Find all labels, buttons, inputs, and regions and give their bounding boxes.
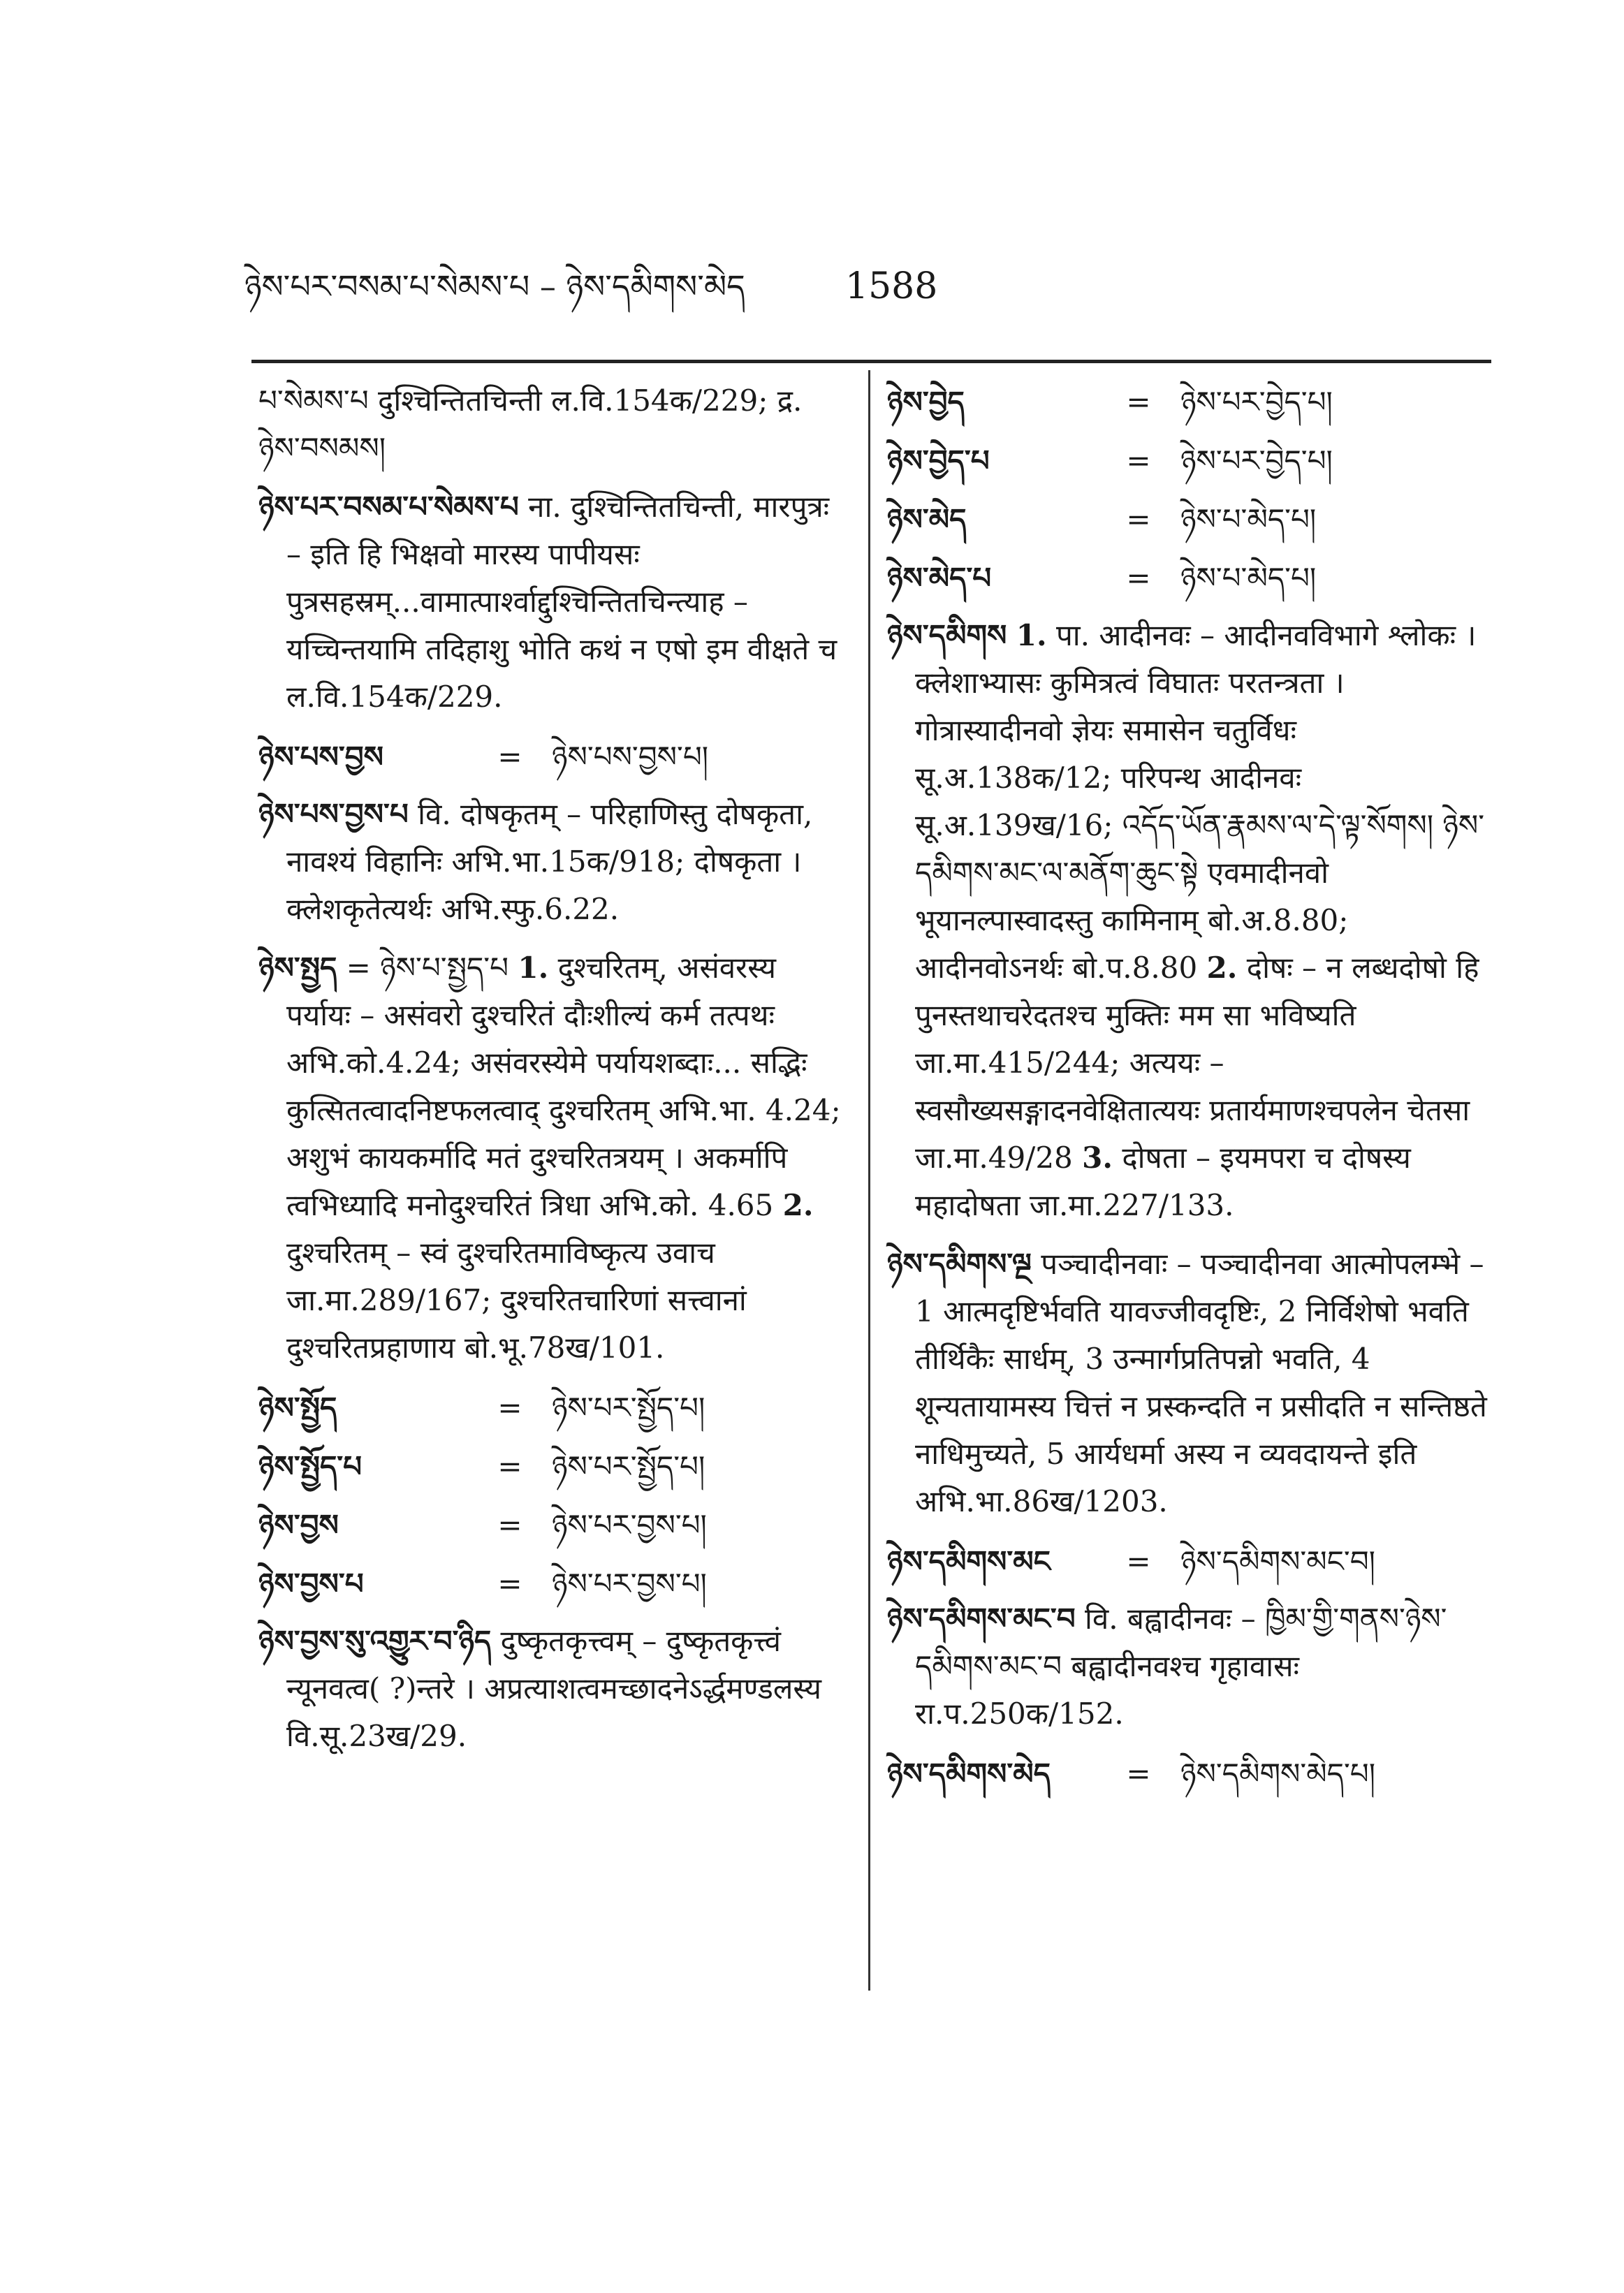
equals-sign: = <box>497 1449 522 1484</box>
equals-sign: = <box>497 1567 522 1601</box>
entry-body: दुष्कृतकृत्त्वम् – दुष्कृतकृत्त्वं न्यूनवत्व( ?)न्तरे । अप्रत्याशत्वमच्छादनेऽर्द्धमण्डलस्य वि.सू.23ख/29. <box>286 1624 822 1753</box>
equals-sign: = <box>1126 444 1151 478</box>
entry <box>258 1618 845 1760</box>
entry-body: पा. आदीनवः – आदीनवविभागे श्लोकः । क्लेशाभ्यासः कुमित्रत्वं विघातः परतन्त्रता । गोत्रास्यादीनवो ज्ञेयः समासेन चतुर्विधः सू.अ.138क/12; परिपन्थ आदीनवः सू.अ.139ख/16; འདོད་ཡོན་རྣམས་ལ་དེ་ལྟ་སོགས། ཉེས་དམིགས་མང་ལ་མནོག་ཆུང་སྟེ एवमादीनवो भूयानल्पास्वादस्तु कामिनाम् बो.अ.8.80; आदीनवोऽनर्थः बो.प.8.80 <box>915 618 1485 985</box>
equals-sign: = <box>1126 561 1151 595</box>
xref-headword: ཉེས་བྱེད་པ <box>887 444 990 478</box>
entry <box>887 612 1491 1229</box>
xref-headword: ཉེས་བྱས་པ <box>258 1567 364 1601</box>
column-divider <box>868 370 870 1991</box>
sense-number: 1. <box>1016 618 1047 652</box>
xref-target: ཉེས་པར་བྱས་པ། <box>552 1567 707 1601</box>
right-column <box>887 377 1491 1808</box>
entry-continuation <box>258 377 845 472</box>
entry <box>887 1240 1491 1525</box>
entry-alternate: = ཉེས་པ་སྤྱད་པ <box>346 951 509 985</box>
sense-number: 1. <box>518 951 549 985</box>
entry-body: པ་སེམས་པ दुश्चिन्तितचिन्ती ल.वि.154क/229; द्र. ཉེས་བསམས། <box>258 383 803 465</box>
equals-sign: = <box>497 1391 522 1425</box>
sense-number: 2. <box>782 1188 814 1222</box>
entry-body: दोषता – इयमपरा च दोषस्य महादोषता जा.मा.227/133. <box>915 1141 1411 1222</box>
entry-headword: ཉེས་དམིགས <box>887 618 1007 652</box>
xref-headword: ཉེས་དམིགས་མེད <box>887 1757 1051 1791</box>
xref-headword: ཉེས་སྤྱོད་པ <box>258 1449 363 1484</box>
xref-headword: ཉེས་སྤྱོད <box>258 1391 337 1425</box>
xref-headword: ཉེས་མེད <box>887 502 967 536</box>
entry <box>887 1595 1491 1738</box>
xref-headword: ཉེས་དམིགས་མང <box>887 1544 1051 1578</box>
xref-target: ཉེས་པས་བྱས་པ། <box>552 740 709 774</box>
cross-reference <box>887 495 1491 545</box>
xref-target: ཉེས་པར་བྱེད་པ། <box>1180 444 1333 478</box>
entry <box>258 791 845 933</box>
header-range: ཉེས་པར་བསམ་པ་སེམས་པ – ཉེས་དམིགས་མེད <box>244 268 745 305</box>
cross-reference <box>887 377 1491 427</box>
xref-headword: ཉེས་བྱེད <box>887 385 965 419</box>
xref-headword: ཉེས་བྱས <box>258 1508 339 1542</box>
xref-target: ཉེས་པར་བྱས་པ། <box>552 1508 707 1542</box>
entry-body: दोषः – न लब्धदोषो हि पुनस्तथाचरेदतश्च मुक्तिः मम सा भविष्यति जा.मा.415/244; अत्ययः – स्वसौख्यसङ्गादनवेक्षितात्ययः प्रतार्यमाणश्चपलेन चेतसा जा.मा.49/28 <box>915 951 1479 1175</box>
xref-target: ཉེས་པར་བྱེད་པ། <box>1180 385 1333 419</box>
entry <box>258 944 845 1372</box>
entry-headword: ཉེས་དམིགས་མང་བ <box>887 1602 1076 1636</box>
xref-target: ཉེས་པར་སྤྱོད་པ། <box>552 1391 705 1425</box>
sense-number: 2. <box>1206 951 1238 985</box>
equals-sign: = <box>1126 1544 1151 1578</box>
cross-reference <box>887 1749 1491 1799</box>
page-header <box>244 262 1362 311</box>
header-rule <box>251 360 1491 363</box>
cross-reference <box>887 1537 1491 1587</box>
entry-headword: ཉེས་པས་བྱས་པ <box>258 797 409 831</box>
xref-target: ཉེས་པ་མེད་པ། <box>1180 561 1317 595</box>
entry-headword: ཉེས་དམིགས་ལྔ <box>887 1247 1032 1281</box>
entry <box>258 483 845 721</box>
cross-reference <box>887 553 1491 603</box>
xref-target: ཉེས་དམིགས་མེད་པ། <box>1180 1757 1376 1791</box>
xref-headword: ཉེས་པས་བྱས <box>258 740 384 774</box>
page-number: 1588 <box>845 265 938 307</box>
entry-headword: ཉེས་བྱས་སུ་འགྱུར་བ་ཉིད <box>258 1624 492 1658</box>
left-column <box>258 377 845 1771</box>
cross-reference <box>258 1559 845 1609</box>
equals-sign: = <box>497 1508 522 1542</box>
xref-target: ཉེས་པ་མེད་པ། <box>1180 502 1317 536</box>
entry-body: ना. दुश्चिन्तितचिन्ती, मारपुत्रः – इति हि भिक्षवो मारस्य पापीयसः पुत्रसहस्रम्...वामात्पार्श्वाद्दुश्चिन्तितचिन्त्याह – यच्चिन्तयामि तदिहाशु भोति कथं न एषो इम वीक्षते च ल.वि.154क/229. <box>286 490 837 714</box>
entry-headword: ཉེས་པར་བསམ་པ་སེམས་པ <box>258 490 519 524</box>
xref-headword: ཉེས་མེད་པ <box>887 561 992 595</box>
sense-number: 3. <box>1082 1141 1113 1175</box>
cross-reference <box>258 1383 845 1433</box>
xref-target: ཉེས་དམིགས་མང་བ། <box>1180 1544 1375 1578</box>
entry-body: दुश्चरितम् – स्वं दुश्चरितमाविष्कृत्य उवाच जा.मा.289/167; दुश्चरितचारिणां सत्त्वानां दुश्चरितप्रहाणाय बो.भू.78ख/101. <box>286 1236 747 1365</box>
entry-headword: ཉེས་སྤྱད <box>258 951 337 985</box>
xref-target: ཉེས་པར་སྤྱོད་པ། <box>552 1449 705 1484</box>
cross-reference <box>258 1442 845 1492</box>
equals-sign: = <box>1126 502 1151 536</box>
equals-sign: = <box>1126 1757 1151 1791</box>
entry-body: वि. दोषकृतम् – परिहाणिस्तु दोषकृता, नावश्यं विहानिः अभि.भा.15क/918; दोषकृता । क्लेशकृतेत्यर्थः अभि.स्फु.6.22. <box>286 797 813 926</box>
entry-body: दुश्चरितम्, असंवरस्य पर्यायः – असंवरो दुश्चरितं दौःशील्यं कर्म तत्पथः अभि.को.4.24; असंवरस्येमे पर्यायशब्दाः... सद्भिः कुत्सितत्वादनिष्टफलत्वाद् दुश्चरितम् अभि.भा. 4.24; अशुभं कायकर्मादि मतं दुश्चरितत्रयम् । अकर्मापि त्वभिध्यादि मनोदुश्चरितं त्रिधा अभि.को. 4.65 <box>286 951 841 1222</box>
entry-body: वि. बह्वादीनवः – ཁྱིམ་གྱི་གནས་ཉེས་དམིགས་མང་བ बह्वादीनवश्च गृहावासः रा.प.250क/152. <box>915 1602 1447 1731</box>
equals-sign: = <box>497 740 522 774</box>
entry-body: पञ्चादीनवाः – पञ्चादीनवा आत्मोपलम्भे – 1 आत्मदृष्टिर्भवति यावज्जीवदृष्टिः, 2 निर्विशेषो भवति तीर्थिकैः सार्धम्, 3 उन्मार्गप्रतिपन्नो भवति, 4 शून्यतायामस्य चित्तं न प्रस्कन्दति न प्रसीदति न सन्तिष्ठते नाधिमुच्यते, 5 आर्यधर्मा अस्य न व्यवदायन्ते इति अभि.भा.86ख/1203. <box>915 1247 1487 1518</box>
cross-reference <box>258 732 845 782</box>
cross-reference <box>887 436 1491 486</box>
equals-sign: = <box>1126 385 1151 419</box>
cross-reference <box>258 1500 845 1551</box>
